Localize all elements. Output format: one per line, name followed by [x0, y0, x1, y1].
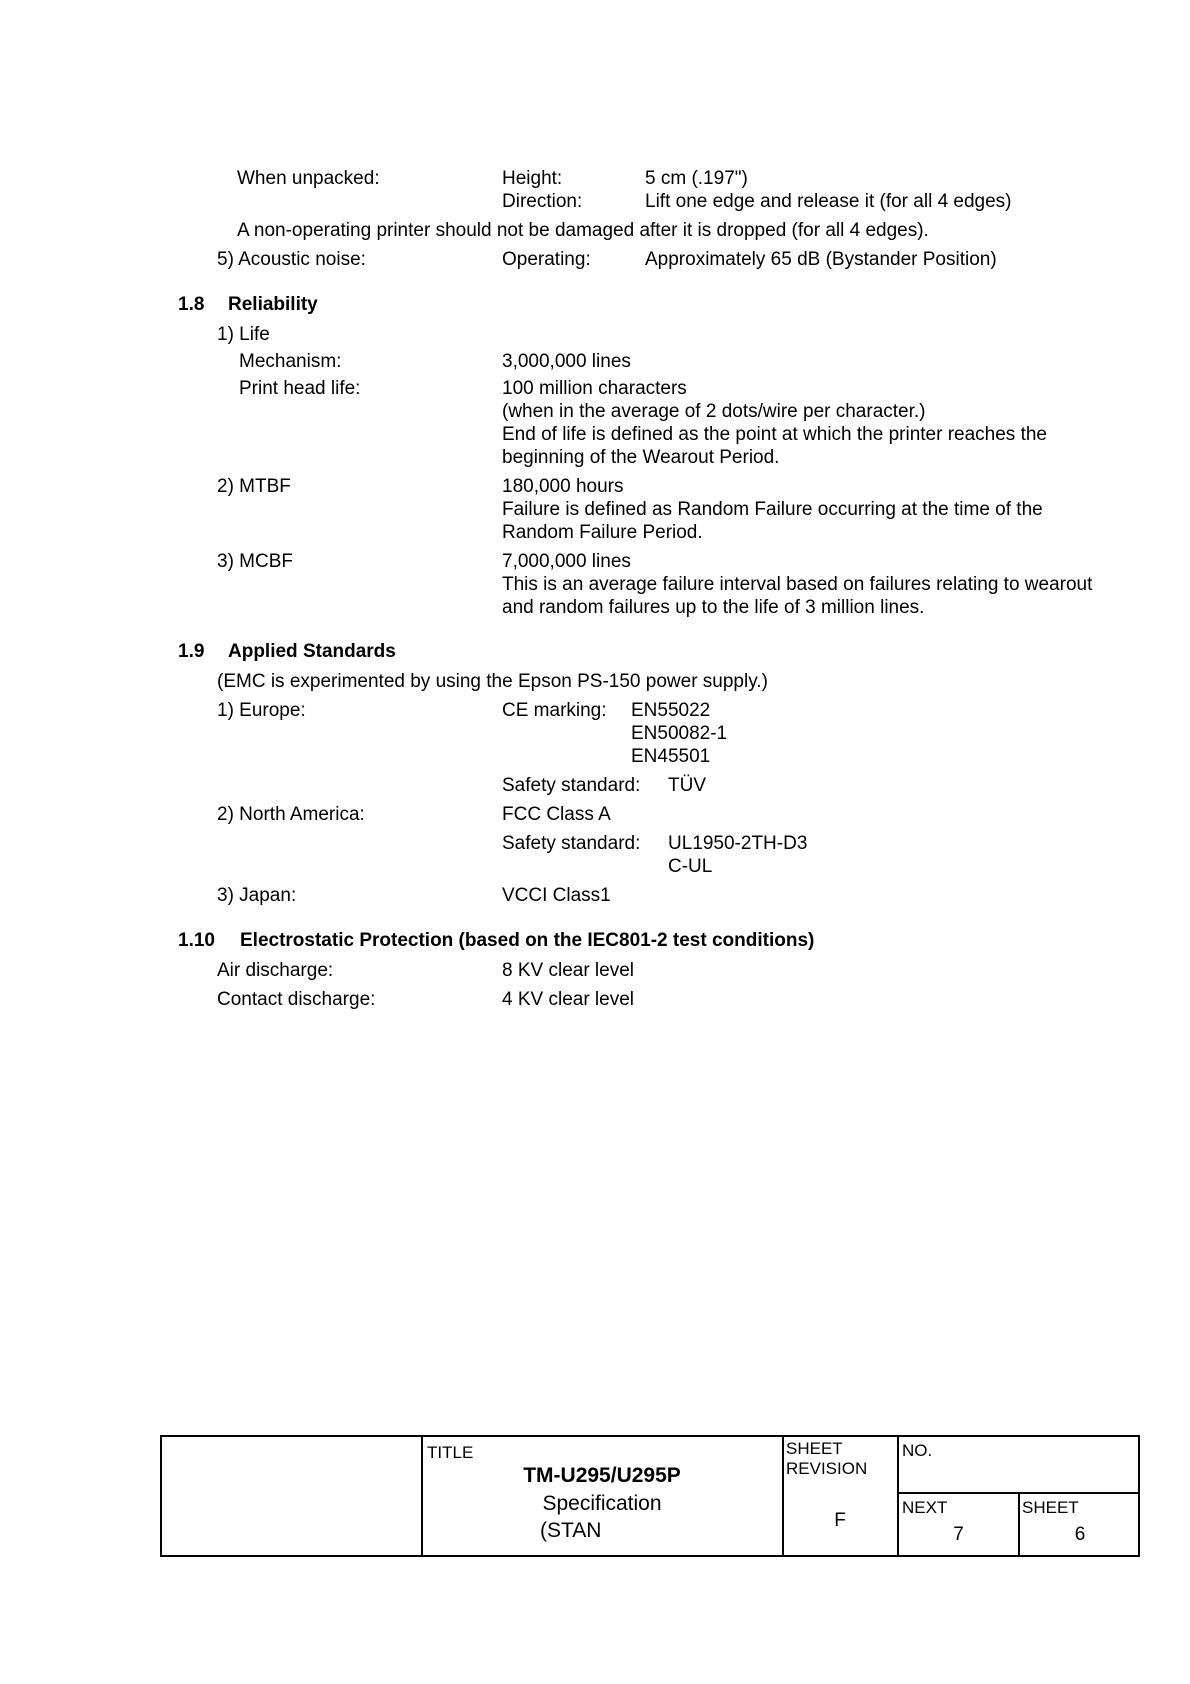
mcbf-line: This is an average failure interval based on failures relating to wearout: [502, 574, 1093, 595]
revision-label: REVISION: [786, 1459, 868, 1478]
acoustic-label: 5) Acoustic noise:: [217, 249, 366, 270]
ce-value: EN55022: [631, 700, 711, 721]
mcbf-line: and random failures up to the life of 3 million lines.: [502, 597, 925, 618]
mcbf-label: 3) MCBF: [217, 551, 293, 572]
next-label: NEXT: [902, 1498, 948, 1517]
japan-label: 3) Japan:: [217, 885, 297, 906]
mechanism-value: 3,000,000 lines: [502, 351, 631, 372]
sheet-label: SHEET: [1022, 1498, 1079, 1517]
drop-note: A non-operating printer should not be damaged after it is dropped (for all 4 edges).: [237, 220, 929, 241]
air-discharge-label: Air discharge:: [217, 960, 334, 981]
operating-label: Operating:: [502, 249, 591, 270]
mcbf-line: 7,000,000 lines: [502, 551, 631, 572]
when-unpacked-label: When unpacked:: [237, 168, 380, 189]
north-america-label: 2) North America:: [217, 804, 365, 825]
document-subtitle: Specification: [542, 1492, 662, 1515]
sheet-label: SHEET: [786, 1439, 843, 1458]
document-subtitle: (STAN: [540, 1519, 602, 1542]
printhead-line: 100 million characters: [502, 378, 687, 399]
section-number: 1.10: [178, 930, 215, 951]
mtbf-line: Random Failure Period.: [502, 522, 703, 543]
air-discharge-value: 8 KV clear level: [502, 960, 635, 981]
title-block: [160, 1435, 1140, 1557]
ce-marking-label: CE marking:: [502, 700, 607, 721]
europe-safety-value: TÜV: [668, 775, 706, 796]
na-safety-value: C-UL: [668, 856, 713, 877]
height-label: Height:: [502, 168, 563, 189]
section-heading-standards: Applied Standards: [228, 641, 396, 662]
vcci-value: VCCI Class1: [502, 885, 611, 906]
mtbf-label: 2) MTBF: [217, 476, 291, 497]
printhead-line: End of life is defined as the point at which the printer reaches the: [502, 424, 1047, 445]
safety-standard-label: Safety standard:: [502, 833, 641, 854]
revision-value: F: [834, 1510, 846, 1531]
number-label: NO.: [902, 1441, 933, 1460]
divider: [1018, 1492, 1020, 1555]
acoustic-value: Approximately 65 dB (Bystander Position): [645, 249, 997, 270]
printhead-line: beginning of the Wearout Period.: [502, 447, 780, 468]
na-safety-value: UL1950-2TH-D3: [668, 833, 808, 854]
height-value: 5 cm (.197"): [645, 168, 748, 189]
mechanism-label: Mechanism:: [239, 351, 342, 372]
emc-note: (EMC is experimented by using the Epson PS-150 power supply.): [217, 671, 768, 692]
document-title: TM-U295/U295P: [523, 1464, 681, 1487]
ce-value: EN50082-1: [631, 723, 728, 744]
life-label: 1) Life: [217, 324, 270, 345]
ce-value: EN45501: [631, 746, 711, 767]
section-number: 1.8: [178, 294, 205, 315]
section-heading-esd: Electrostatic Protection (based on the IEC801-2 test conditions): [240, 930, 815, 951]
printhead-label: Print head life:: [239, 378, 361, 399]
title-label: TITLE: [427, 1443, 474, 1462]
contact-discharge-label: Contact discharge:: [217, 989, 376, 1010]
europe-label: 1) Europe:: [217, 700, 306, 721]
section-heading-reliability: Reliability: [228, 294, 318, 315]
safety-standard-label: Safety standard:: [502, 775, 641, 796]
sheet-value: 6: [1074, 1524, 1086, 1545]
contact-discharge-value: 4 KV clear level: [502, 989, 635, 1010]
section-number: 1.9: [178, 641, 205, 662]
mtbf-line: Failure is defined as Random Failure occurring at the time of the: [502, 499, 1043, 520]
next-value: 7: [953, 1524, 964, 1545]
mtbf-line: 180,000 hours: [502, 476, 624, 497]
fcc-value: FCC Class A: [502, 804, 611, 825]
divider: [782, 1437, 784, 1555]
direction-value: Lift one edge and release it (for all 4 edges): [645, 191, 1012, 212]
direction-label: Direction:: [502, 191, 583, 212]
printhead-line: (when in the average of 2 dots/wire per character.): [502, 401, 926, 422]
